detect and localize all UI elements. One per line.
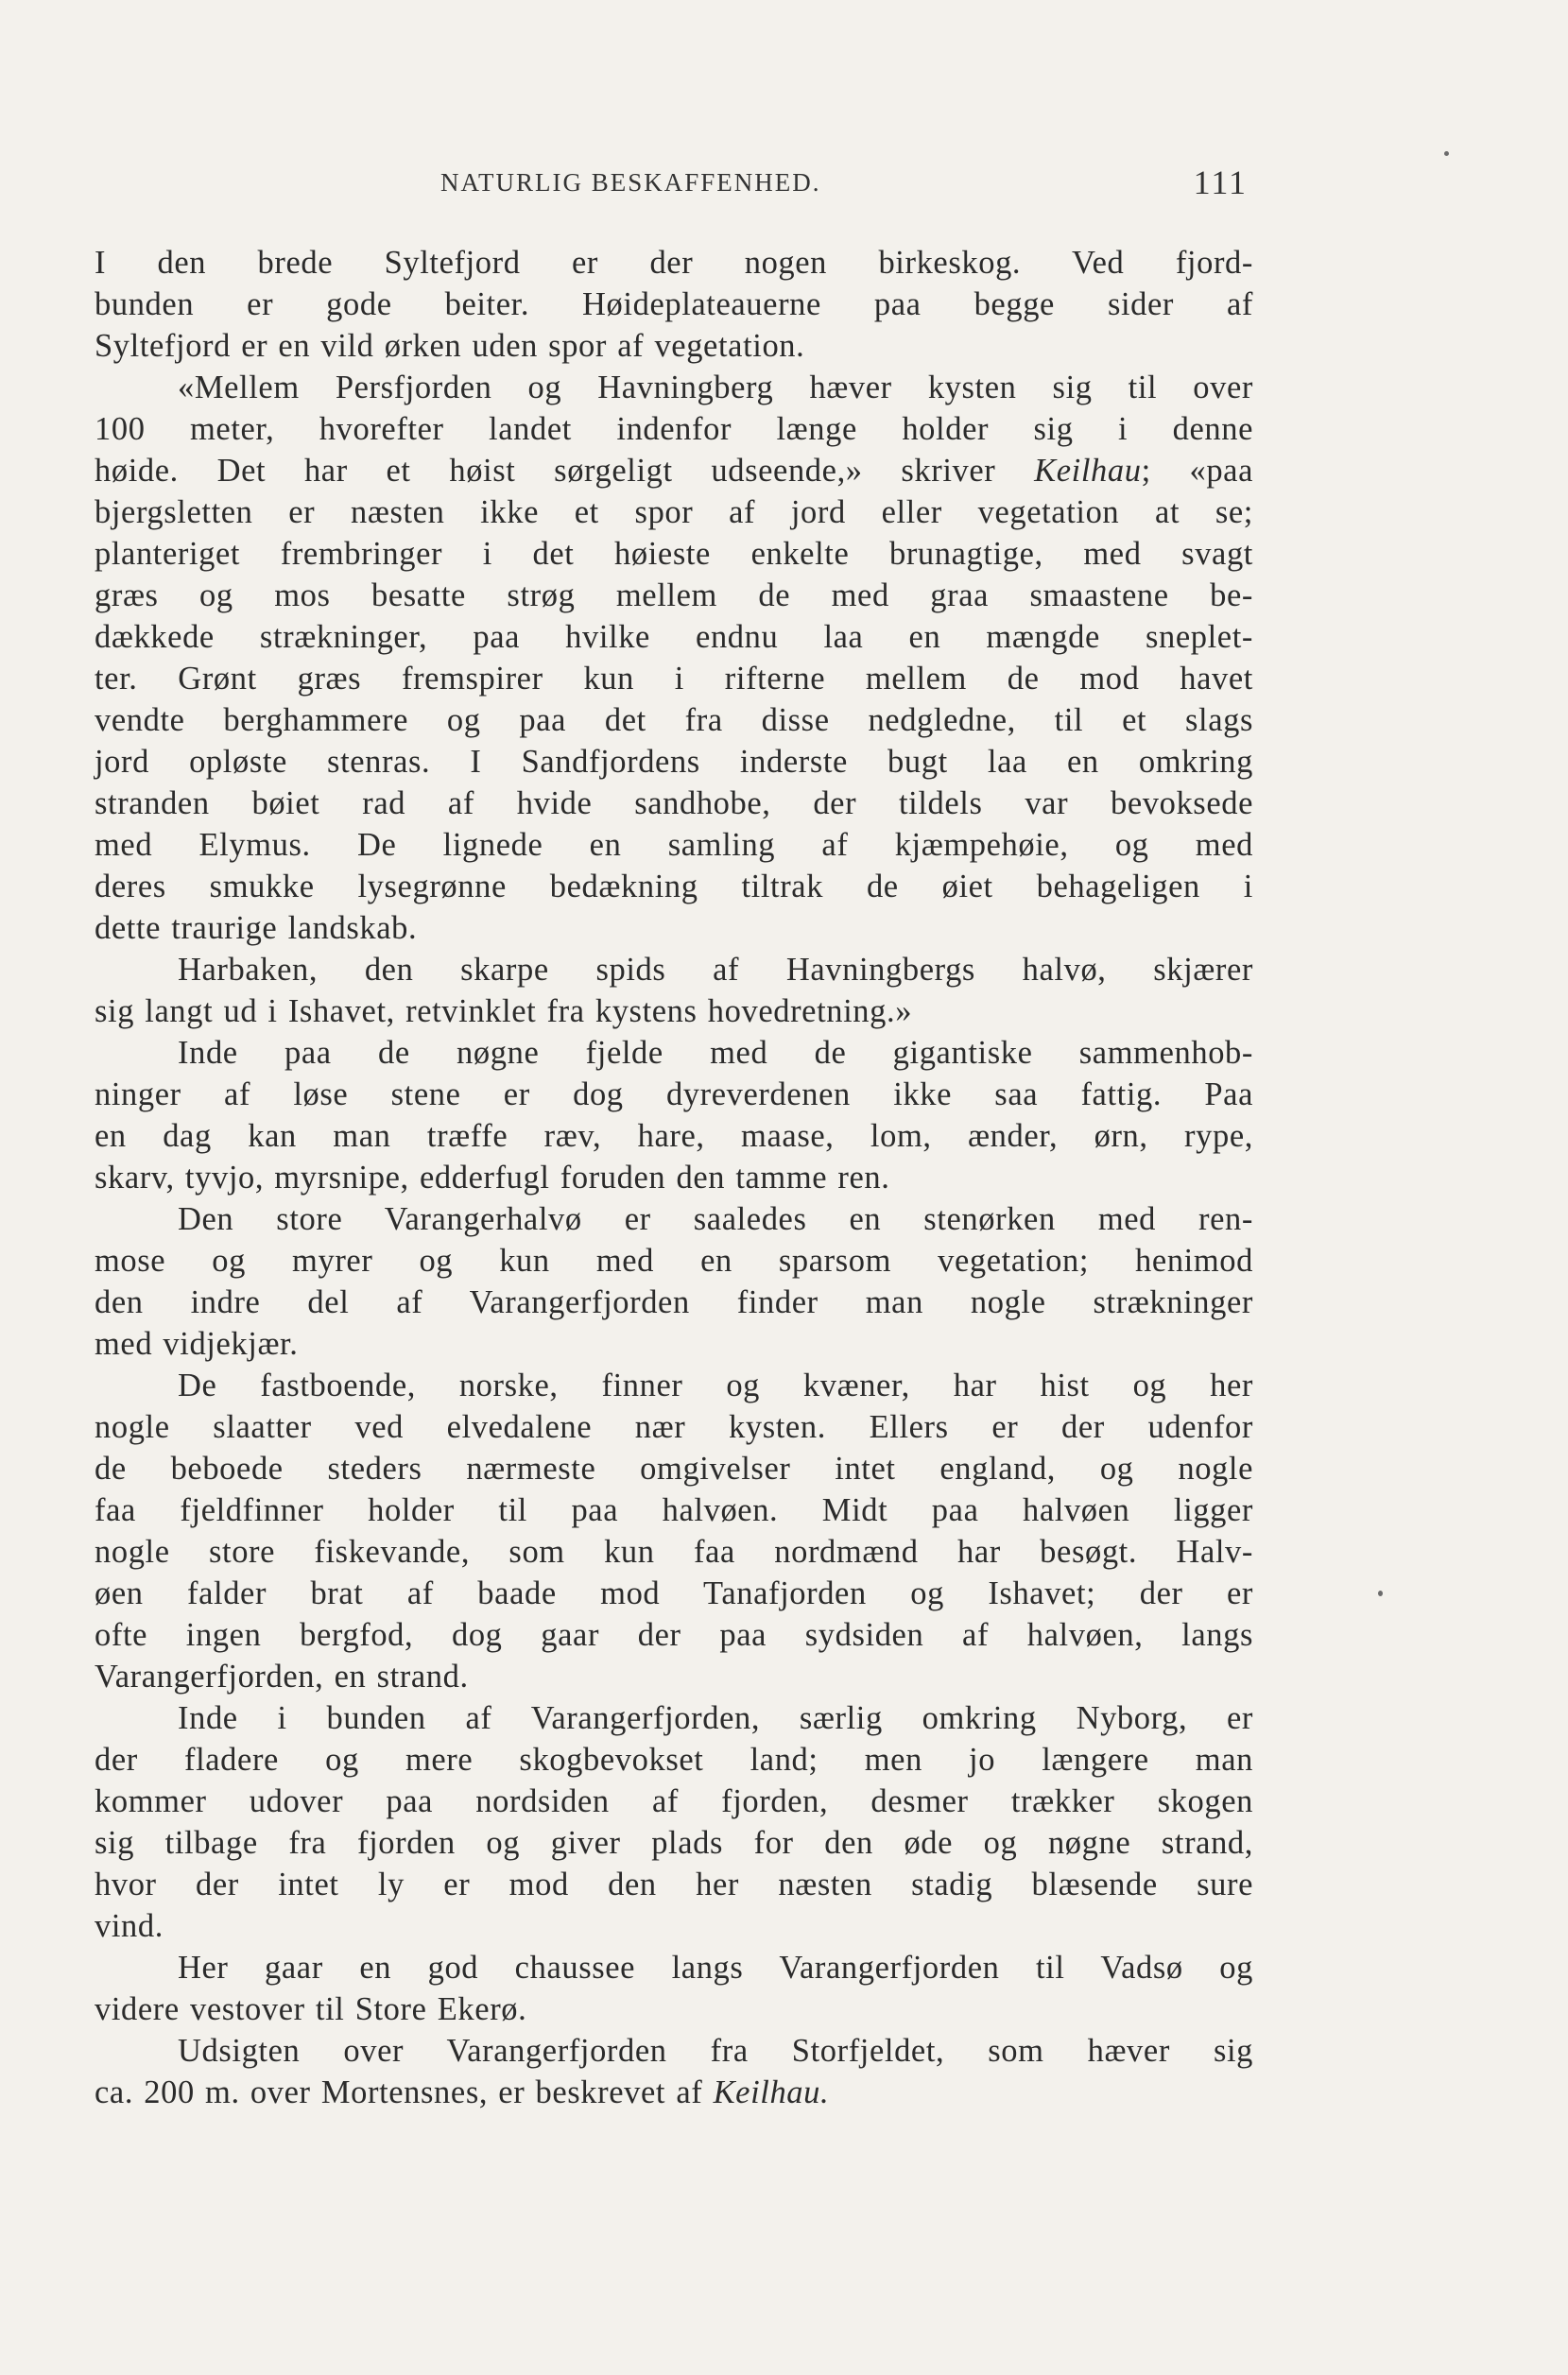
- text-line: 100 meter, hvorefter landet indenfor længe holder sig i denne: [95, 411, 1253, 447]
- text-line: deres smukke lysegrønne bedækning tiltrak de øiet behageligen i: [95, 869, 1253, 904]
- text-line: jord opløste stenras. I Sandfjordens inderste bugt laa en omkring: [95, 744, 1253, 780]
- author-name: Keilhau: [1034, 453, 1142, 489]
- text-line: planteriget frembringer i det høieste enkelte brunagtige, med svagt: [95, 536, 1253, 572]
- text-line: Inde paa de nøgne fjelde med de gigantiske sammenhob-: [178, 1035, 1253, 1071]
- text-line: Syltefjord er en vild ørken uden spor af vegetation.: [95, 328, 805, 364]
- text-fragment: ca. 200 m. over Mortensnes, er beskrevet af: [95, 2074, 714, 2110]
- paragraph-7: [95, 1697, 1253, 1947]
- page-number: 111: [1193, 163, 1248, 201]
- text-line: «Mellem Persfjorden og Havningberg hæver kysten sig til over: [178, 370, 1253, 405]
- paragraph-9: [95, 2030, 1253, 2113]
- text-line: den indre del af Varangerfjorden finder man nogle strækninger: [95, 1284, 1253, 1320]
- text-line: De fastboende, norske, finner og kvæner, har hist og her: [178, 1368, 1253, 1403]
- text-line: øen falder brat af baade mod Tanafjorden og Ishavet; der er: [95, 1575, 1253, 1611]
- text-line: ter. Grønt græs fremspirer kun i rifterne mellem de mod havet: [95, 661, 1253, 697]
- text-line: der fladere og mere skogbevokset land; men jo længere man: [95, 1742, 1253, 1778]
- text-line: ninger af løse stene er dog dyreverdenen ikke saa fattig. Paa: [95, 1076, 1253, 1112]
- text-line: I den brede Syltefjord er der nogen birkeskog. Ved fjord-: [95, 245, 1253, 281]
- text-line: videre vestover til Store Ekerø.: [95, 1991, 527, 2027]
- print-speck: [1378, 1591, 1383, 1596]
- paragraph-6: [95, 1365, 1253, 1697]
- running-head: [95, 163, 1248, 210]
- paragraph-3: [95, 949, 1253, 1032]
- text-line: vind.: [95, 1908, 164, 1944]
- text-line: vendte berghammere og paa det fra disse nedgledne, til et slags: [95, 702, 1253, 738]
- paragraph-8: [95, 1947, 1253, 2030]
- text-line: stranden bøiet rad af hvide sandhobe, der tildels var bevoksede: [95, 785, 1253, 821]
- text-line: ofte ingen bergfod, dog gaar der paa sydsiden af halvøen, langs: [95, 1617, 1253, 1653]
- text-line: sig tilbage fra fjorden og giver plads for den øde og nøgne strand,: [95, 1825, 1253, 1861]
- text-fragment: ; «paa: [1141, 453, 1253, 489]
- text-line: Harbaken, den skarpe spids af Havningbergs halvø, skjærer: [178, 952, 1253, 988]
- text-line: Inde i bunden af Varangerfjorden, særlig omkring Nyborg, er: [178, 1700, 1253, 1736]
- text-line: med Elymus. De lignede en samling af kjæmpehøie, og med: [95, 827, 1253, 863]
- text-line: bunden er gode beiter. Høideplateauerne paa begge sider af: [95, 286, 1253, 322]
- text-line: hvor der intet ly er mod den her næsten stadig blæsende sure: [95, 1867, 1253, 1902]
- text-line: dækkede strækninger, paa hvilke endnu laa en mængde sneplet-: [95, 619, 1253, 655]
- text-line: dette traurige landskab.: [95, 910, 418, 946]
- paragraph-5: [95, 1198, 1253, 1365]
- text-line: Den store Varangerhalvø er saaledes en stenørken med ren-: [178, 1201, 1253, 1237]
- text-fragment: høide. Det har et høist sørgeligt udseende,» skriver: [95, 453, 1035, 489]
- text-line-with-author: [95, 450, 1253, 491]
- paragraph-4: [95, 1032, 1253, 1198]
- author-name: Keilhau.: [713, 2074, 830, 2110]
- text-line: sig langt ud i Ishavet, retvinklet fra kystens hovedretning.»: [95, 993, 913, 1029]
- text-line: Varangerfjorden, en strand.: [95, 1659, 469, 1695]
- text-line: bjergsletten er næsten ikke et spor af jord eller vegetation at se;: [95, 494, 1253, 530]
- paragraph-2: [95, 367, 1253, 949]
- text-line-with-author: [95, 2072, 1253, 2113]
- text-line: græs og mos besatte strøg mellem de med graa smaastene be-: [95, 577, 1253, 613]
- text-line: de beboede steders nærmeste omgivelser intet england, og nogle: [95, 1451, 1253, 1487]
- text-line: Udsigten over Varangerfjorden fra Storfjeldet, som hæver sig: [178, 2033, 1253, 2069]
- running-title: NATURLIG BESKAFFENHED.: [440, 168, 821, 197]
- body-text: [95, 242, 1253, 2113]
- text-line: nogle store fiskevande, som kun faa nordmænd har besøgt. Halv-: [95, 1534, 1253, 1570]
- paragraph-1: [95, 242, 1253, 367]
- text-line: faa fjeldfinner holder til paa halvøen. Midt paa halvøen ligger: [95, 1492, 1253, 1528]
- text-line: Her gaar en god chaussee langs Varangerfjorden til Vadsø og: [178, 1950, 1253, 1986]
- text-line: en dag kan man træffe ræv, hare, maase, lom, ænder, ørn, rype,: [95, 1118, 1253, 1154]
- text-line: skarv, tyvjo, myrsnipe, edderfugl foruden den tamme ren.: [95, 1160, 890, 1196]
- text-line: kommer udover paa nordsiden af fjorden, desmer trækker skogen: [95, 1783, 1253, 1819]
- text-line: med vidjekjær.: [95, 1326, 299, 1362]
- text-line: nogle slaatter ved elvedalene nær kysten. Ellers er der udenfor: [95, 1409, 1253, 1445]
- text-line: mose og myrer og kun med en sparsom vegetation; henimod: [95, 1243, 1253, 1279]
- print-speck: [1444, 151, 1449, 156]
